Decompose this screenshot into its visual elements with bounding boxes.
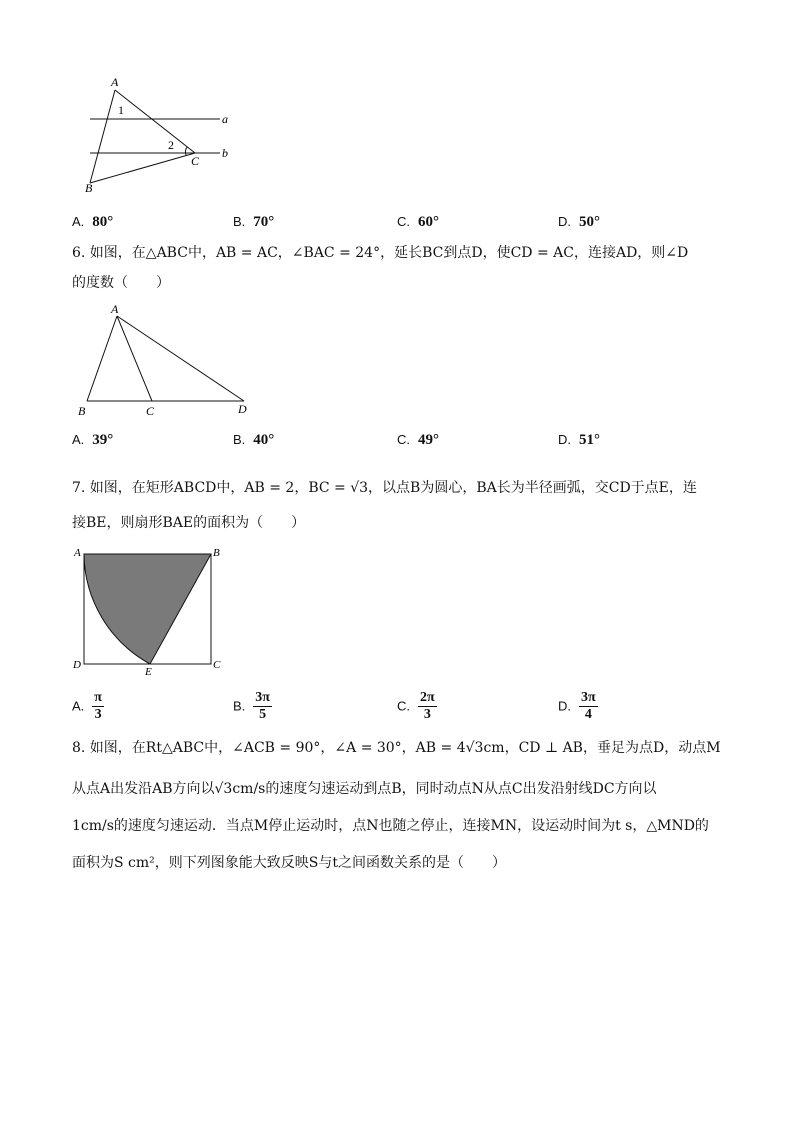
- q7-figure: [70, 544, 230, 679]
- segment-bc: [90, 153, 195, 183]
- q6-option-c: C. 49°: [397, 432, 439, 448]
- label-C: C: [213, 659, 221, 671]
- q6-option-b: B. 40°: [233, 432, 275, 448]
- label-D: D: [73, 659, 81, 671]
- q5-option-d: D. 50°: [558, 214, 600, 230]
- q8-stem-line2: 从点A出发沿AB方向以√3cm/s的速度匀速运动到点B，同时动点N从点C出发沿射线DC方向以: [72, 781, 657, 797]
- segment-ab: [90, 90, 115, 183]
- segment-ad: [117, 316, 244, 401]
- q8-stem-line3: 1cm/s的速度匀速运动．当点M停止运动时，点N也随之停止，连接MN，设运动时间为t s，△MND的: [72, 818, 709, 834]
- q6-stem-line1: 6. 如图，在△ABC中，AB = AC，∠BAC = 24°，延长BC到点D，使CD = AC，连接AD，则∠D: [72, 245, 689, 261]
- q5-option-b: B. 70°: [233, 214, 275, 230]
- label-1: 1: [118, 103, 124, 117]
- angle-2-arc: [185, 147, 187, 155]
- q6-option-d: D. 51°: [558, 432, 600, 448]
- label-C: C: [146, 404, 155, 418]
- label-A: A: [111, 302, 119, 316]
- sector-bae: [84, 554, 211, 664]
- q7-option-a: A. $\frac{\pi}{3}$: [72, 690, 102, 722]
- q5-option-a: A. 80°: [72, 214, 114, 230]
- label-B: B: [78, 404, 86, 418]
- q5-figure: [80, 70, 250, 200]
- q5-option-c: C. 60°: [397, 214, 439, 230]
- q7-option-d: D. $\frac{3\pi}{4}$: [558, 690, 596, 722]
- label-B: B: [85, 181, 93, 195]
- label-b: b: [222, 146, 228, 160]
- label-a: a: [222, 112, 228, 126]
- segment-ac: [117, 316, 152, 401]
- label-B: B: [213, 547, 220, 559]
- label-C: C: [191, 154, 200, 168]
- q8-stem-line4: 面积为S cm²，则下列图象能大致反映S与t之间函数关系的是（ ）: [72, 855, 506, 871]
- q6-stem-line2: 的度数（ ）: [72, 275, 170, 291]
- q7-option-b: B. $\frac{3\pi}{5}$: [233, 690, 270, 722]
- q7-option-c: C. $\frac{2\pi}{3}$: [397, 690, 435, 722]
- q7-stem-line1: 7. 如图，在矩形ABCD中，AB = 2，BC = √3，以点B为圆心，BA长为半径画弧，交CD于点E，连: [72, 480, 697, 496]
- q7-stem-line2: 接BE，则扇形BAE的面积为（ ）: [72, 515, 306, 531]
- q6-option-a: A. 39°: [72, 432, 114, 448]
- segment-ac: [115, 90, 195, 153]
- label-A: A: [111, 75, 119, 89]
- label-D: D: [238, 402, 247, 416]
- label-A: A: [74, 547, 81, 559]
- q8-stem-line1: 8. 如图，在Rt△ABC中，∠ACB = 90°，∠A = 30°，AB = 4√3cm，CD ⊥ AB，垂足为点D，动点M: [72, 740, 721, 756]
- label-2: 2: [168, 138, 174, 152]
- q6-figure: [72, 302, 262, 422]
- segment-ab: [87, 316, 117, 401]
- label-E: E: [145, 666, 152, 678]
